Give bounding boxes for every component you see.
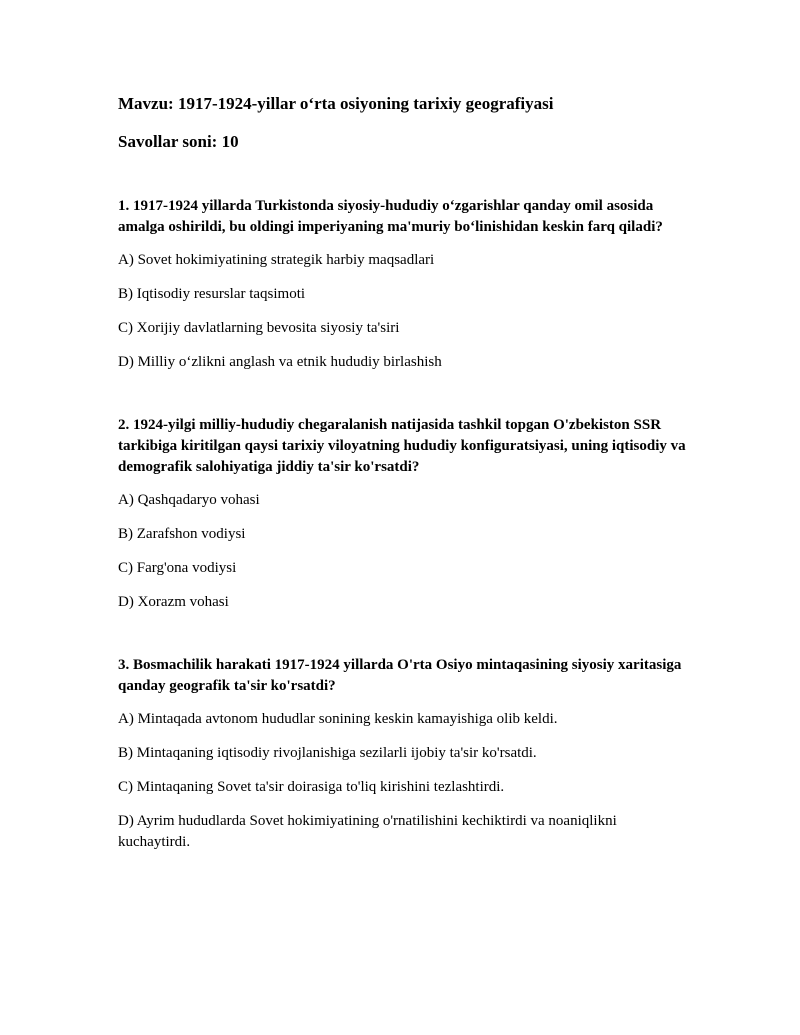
option-b: B) Mintaqaning iqtisodiy rivojlanishiga sezilarli ijobiy ta'sir ko'rsatdi.	[118, 745, 537, 761]
question-3	[118, 655, 690, 853]
question-text: 1. 1917-1924 yillarda Turkistonda siyosiy-hududiy o‘zgarishlar qanday omil asosida amalga oshirildi, bu oldingi imperiyaning ma'muriy bo‘linishidan keskin farq qiladi?	[118, 198, 663, 235]
option-b: B) Iqtisodiy resurslar taqsimoti	[118, 286, 306, 302]
question-text: 2. 1924-yilgi milliy-hududiy chegaralanish natijasida tashkil topgan O'zbekiston SSR tarkibiga kiritilgan qaysi tarixiy viloyatning hududiy konfiguratsiyasi, uning iqtisodiy va demografik salohiyatiga jiddiy ta'sir ko'rsatdi?	[118, 417, 686, 475]
option-c: C) Farg'ona vodiysi	[118, 560, 237, 576]
page-title: Mavzu: 1917-1924-yillar o‘rta osiyoning tarixiy geografiyasi	[118, 94, 554, 113]
question-list	[118, 196, 690, 853]
option-a: A) Sovet hokimiyatining strategik harbiy maqsadlari	[118, 252, 435, 268]
option-c: C) Xorijiy davlatlarning bevosita siyosiy ta'siri	[118, 320, 400, 336]
option-d: D) Xorazm vohasi	[118, 594, 229, 610]
option-a: A) Mintaqada avtonom hududlar sonining keskin kamayishiga olib keldi.	[118, 711, 558, 727]
question-count: Savollar soni: 10	[118, 132, 239, 151]
option-c: C) Mintaqaning Sovet ta'sir doirasiga to'liq kirishini tezlashtirdi.	[118, 779, 505, 795]
question-2	[118, 415, 690, 613]
option-d: D) Milliy o‘zlikni anglash va etnik hududiy birlashish	[118, 354, 442, 370]
question-text: 3. Bosmachilik harakati 1917-1924 yillarda O'rta Osiyo mintaqasining siyosiy xaritasiga qanday geografik ta'sir ko'rsatdi?	[118, 657, 682, 694]
option-d: D) Ayrim hududlarda Sovet hokimiyatining o'rnatilishini kechiktirdi va noaniqlikni kuchaytirdi.	[118, 813, 617, 850]
question-1	[118, 196, 690, 373]
option-b: B) Zarafshon vodiysi	[118, 526, 246, 542]
option-a: A) Qashqadaryo vohasi	[118, 492, 260, 508]
